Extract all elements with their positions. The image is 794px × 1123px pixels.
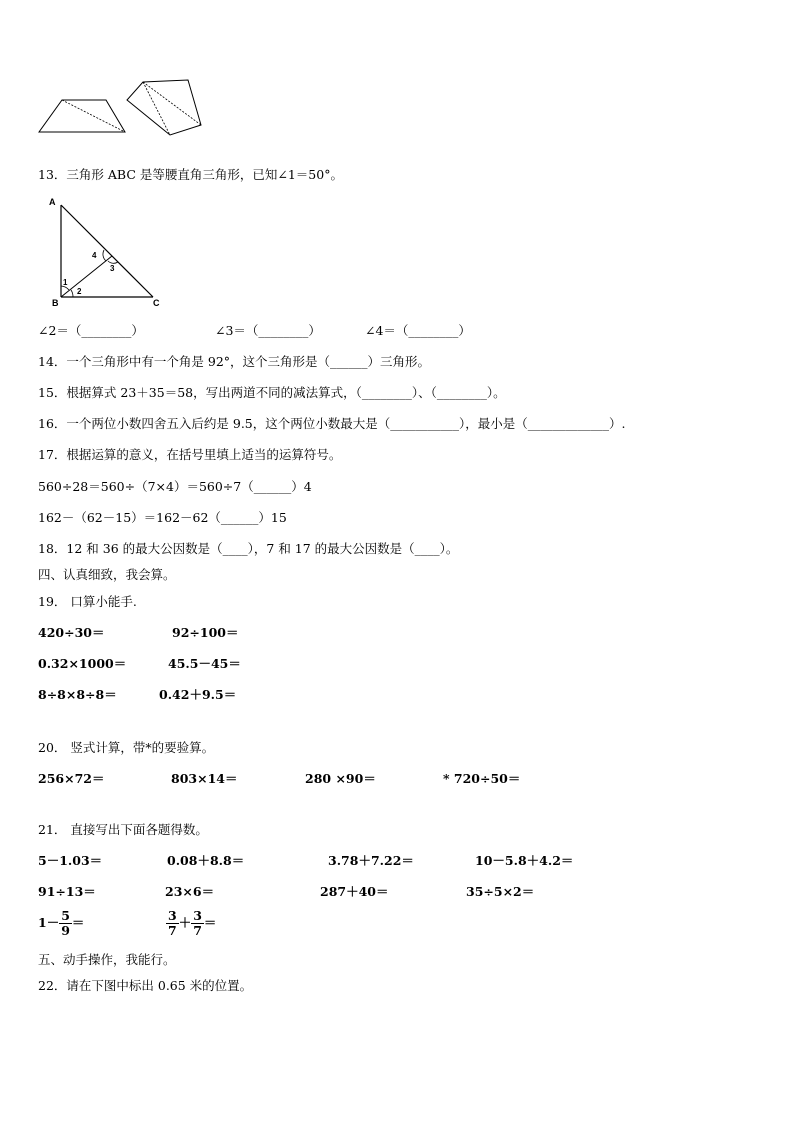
pentagon-diagonal-2 xyxy=(143,82,201,125)
bisector-line xyxy=(61,256,112,297)
q20-item: 280 ×90＝ xyxy=(305,771,376,786)
triangle-abc-diagram xyxy=(44,195,169,310)
trapezoid-shape xyxy=(39,100,125,132)
fraction xyxy=(59,909,72,938)
vertex-label-a: A xyxy=(49,197,56,207)
q17-line2: 162－（62－15）＝162－62（______）15 xyxy=(38,510,287,525)
q22-text: 22．请在下图中标出 0.65 米的位置。 xyxy=(38,978,253,993)
q13-answer-angle2: ∠2＝（________） xyxy=(38,323,144,338)
section-5-heading: 五、动手操作，我能行。 xyxy=(38,952,176,967)
shape-figures xyxy=(36,78,206,138)
fraction-numerator: 3 xyxy=(193,908,202,923)
vertex-label-c: C xyxy=(153,298,160,308)
q19-item: 0.32×1000＝ xyxy=(38,656,127,671)
q18-text: 18．12 和 36 的最大公因数是（____），7 和 17 的最大公因数是（____）。 xyxy=(38,541,459,556)
fraction-denominator: 7 xyxy=(168,923,177,938)
section-4-heading: 四、认真细致，我会算。 xyxy=(38,567,176,582)
fraction-denominator: 9 xyxy=(61,923,70,938)
q14-text: 14．一个三角形中有一个角是 92°，这个三角形是（______）三角形。 xyxy=(38,354,431,369)
fraction xyxy=(166,909,179,938)
q21-item: 287＋40＝ xyxy=(320,884,389,899)
fraction-numerator: 3 xyxy=(168,908,177,923)
q21-item: 91÷13＝ xyxy=(38,884,96,899)
angle-label-4: 4 xyxy=(92,251,97,260)
q21-item: 0.08＋8.8＝ xyxy=(167,853,245,868)
q19-text: 19． 口算小能手. xyxy=(38,594,137,609)
q19-item: 420÷30＝ xyxy=(38,625,105,640)
frac1-tail: ＝ xyxy=(71,915,85,930)
q20-item: * 720÷50＝ xyxy=(443,771,521,786)
q21-text: 21． 直接写出下面各题得数。 xyxy=(38,822,208,837)
q17-line1: 560÷28＝560÷（7×4）＝560÷7（______）4 xyxy=(38,479,312,494)
q20-item: 803×14＝ xyxy=(171,771,238,786)
frac1-lead: 1－ xyxy=(38,915,60,930)
angle-label-2: 2 xyxy=(77,287,82,296)
q19-item: 92÷100＝ xyxy=(172,625,239,640)
frac2-tail: ＝ xyxy=(203,915,217,930)
q21-fraction-item-1 xyxy=(38,909,84,938)
frac2-op: ＋ xyxy=(178,915,192,930)
q21-item: 10－5.8＋4.2＝ xyxy=(475,853,574,868)
q21-item: 5－1.03＝ xyxy=(38,853,103,868)
q16-text: 16．一个两位小数四舍五入后约是 9.5，这个两位小数最大是（___________），最小是（_____________）. xyxy=(38,416,626,431)
q20-text: 20． 竖式计算，带*的要验算。 xyxy=(38,740,215,755)
q13-text: 13．三角形 ABC 是等腰直角三角形，已知∠1＝50°。 xyxy=(38,167,343,182)
q19-item: 0.42＋9.5＝ xyxy=(159,687,237,702)
q19-item: 8÷8×8÷8＝ xyxy=(38,687,117,702)
q15-text: 15．根据算式 23＋35＝58，写出两道不同的减法算式，（________）、（________）。 xyxy=(38,385,506,400)
angle-label-1: 1 xyxy=(63,278,68,287)
angle-label-3: 3 xyxy=(110,264,115,273)
pentagon-diagonal-1 xyxy=(143,82,170,135)
q17-text: 17．根据运算的意义，在括号里填上适当的运算符号。 xyxy=(38,447,342,462)
q21-fraction-item-2 xyxy=(166,909,216,938)
vertex-label-b: B xyxy=(52,298,59,308)
q13-answer-angle3: ∠3＝（________） xyxy=(215,323,321,338)
q13-answer-angle4: ∠4＝（________） xyxy=(365,323,471,338)
fraction xyxy=(191,909,204,938)
q21-item: 35÷5×2＝ xyxy=(466,884,535,899)
fraction-numerator: 5 xyxy=(61,908,70,923)
q20-item: 256×72＝ xyxy=(38,771,105,786)
pentagon-shape xyxy=(127,80,201,135)
fraction-denominator: 7 xyxy=(193,923,202,938)
q21-item: 3.78＋7.22＝ xyxy=(328,853,414,868)
q19-item: 45.5－45＝ xyxy=(168,656,241,671)
q21-item: 23×6＝ xyxy=(165,884,215,899)
